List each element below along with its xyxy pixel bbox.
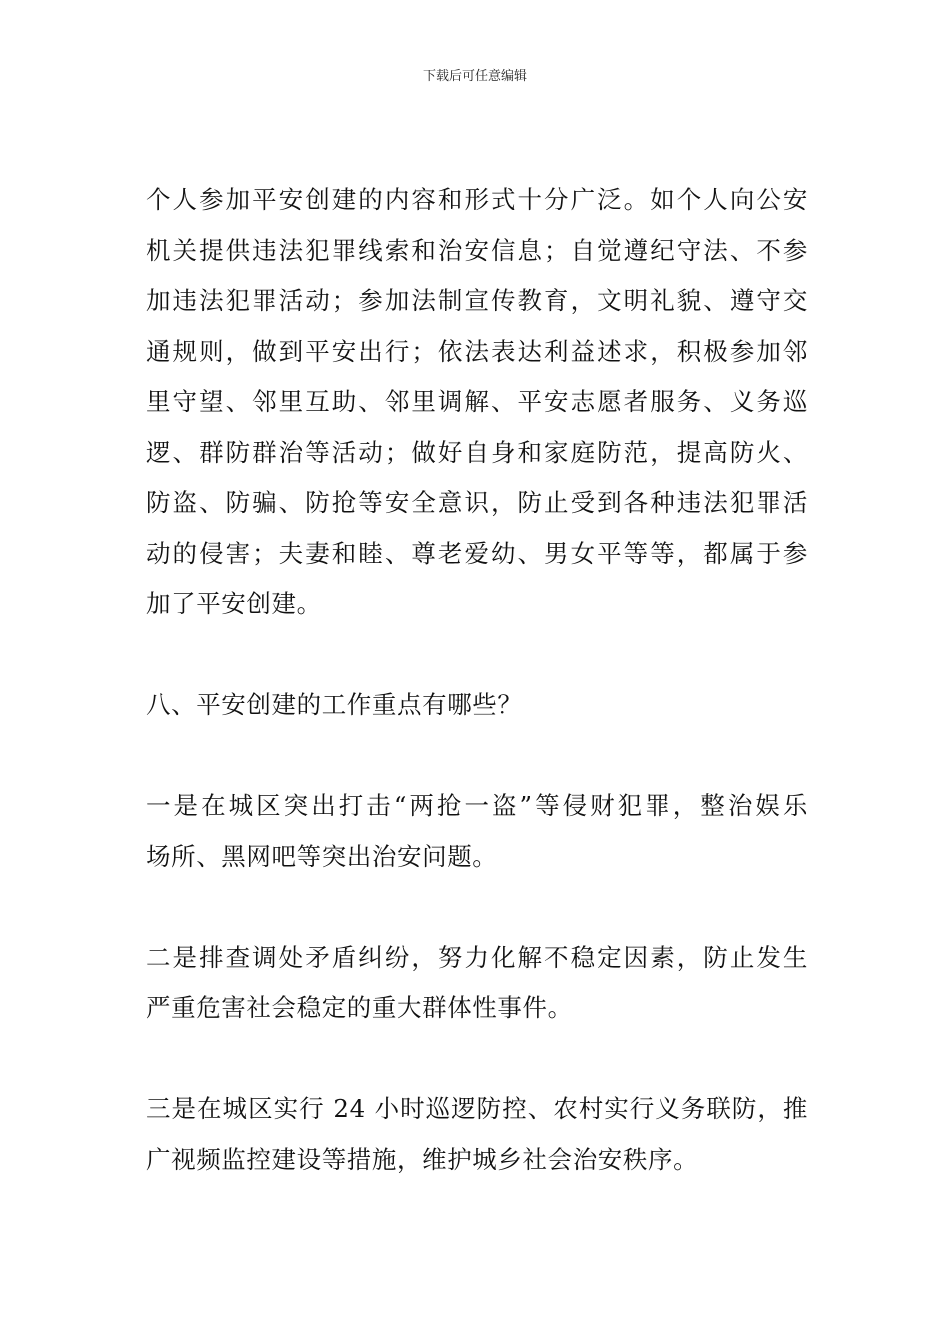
text-line: 加了平安创建。 <box>146 589 322 618</box>
paragraph-gap <box>146 882 808 933</box>
heading-text: 八、平安创建的工作重点有哪些？ <box>146 690 523 719</box>
paragraph-gap <box>146 1034 808 1085</box>
text-line: 防盗、防骗、防抢等安全意识，防止受到各种违法犯罪活 <box>146 488 808 517</box>
text-line: 三是在城区实行 24 小时巡逻防控、农村实行义务联防，推 <box>146 1094 808 1123</box>
paragraph-point-two <box>146 933 808 1034</box>
text-line: 严重危害社会稳定的重大群体性事件。 <box>146 993 573 1022</box>
paragraph-participation <box>146 175 808 630</box>
paragraph-point-one <box>146 781 808 882</box>
text-line: 一是在城区突出打击“两抢一盗”等侵财犯罪，整治娱乐 <box>146 791 808 820</box>
text-line: 动的侵害；夫妻和睦、尊老爱幼、男女平等等，都属于参 <box>146 538 808 568</box>
text-line: 广视频监控建设等措施，维护城乡社会治安秩序。 <box>146 1144 699 1174</box>
text-line: 通规则，做到平安出行；依法表达利益述求，积极参加邻 <box>146 336 808 366</box>
text-line: 个人参加平安创建的内容和形式十分广泛。如个人向公安 <box>146 185 808 214</box>
text-line: 二是排查调处矛盾纠纷，努力化解不稳定因素，防止发生 <box>146 942 808 972</box>
text-line: 机关提供违法犯罪线索和治安信息；自觉遵纪守法、不参 <box>146 235 808 265</box>
text-line: 逻、群防群治等活动；做好自身和家庭防范，提高防火、 <box>146 437 808 467</box>
text-line: 里守望、邻里互助、邻里调解、平安志愿者服务、义务巡 <box>146 387 808 416</box>
text-line: 场所、黑网吧等突出治安问题。 <box>146 841 498 871</box>
paragraph-gap <box>146 630 808 681</box>
document-body <box>146 175 808 1185</box>
text-line: 加违法犯罪活动；参加法制宣传教育，文明礼貌、遵守交 <box>146 286 808 315</box>
paragraph-gap <box>146 731 808 782</box>
paragraph-point-three <box>146 1084 808 1185</box>
page-header: 下载后可任意编辑 <box>422 69 527 84</box>
section-heading <box>146 680 808 731</box>
